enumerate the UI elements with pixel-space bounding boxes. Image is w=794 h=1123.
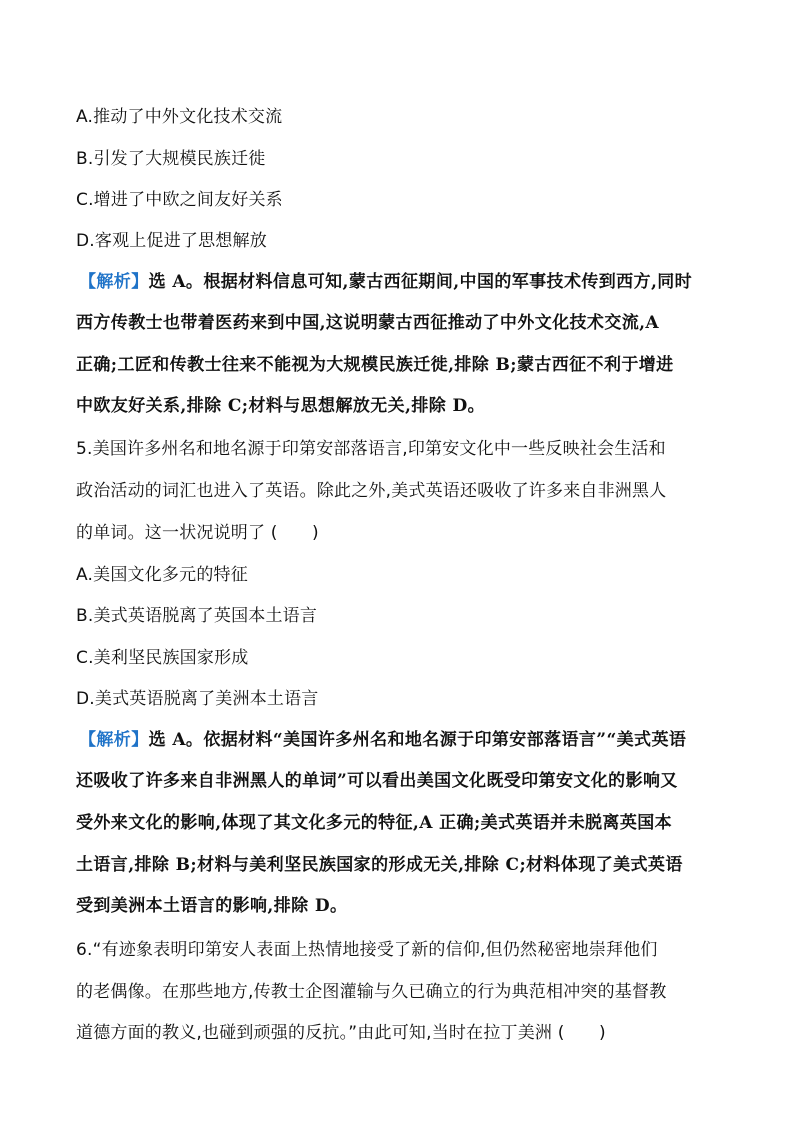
q5-analysis-line-1 [79, 730, 686, 750]
q4-analysis-line-3: 正确;工匠和传教士往来不能视为大规模民族迁徙,排除 B;蒙古西征不利于增进 [76, 355, 674, 375]
q5-option-a: A.美国文化多元的特征 [76, 565, 248, 585]
q5-analysis-line-4: 土语言,排除 B;材料与美利坚民族国家的形成无关,排除 C;材料体现了美式英语 [76, 855, 683, 875]
q6-stem-line-2: 的老偶像。在那些地方,传教士企图灌输与久已确立的行为典范相冲突的基督教 [76, 982, 667, 1002]
q4-analysis-label: 【解析】 [79, 272, 149, 292]
q5-option-b: B.美式英语脱离了英国本土语言 [76, 606, 318, 626]
q4-option-c: C.增进了中欧之间友好关系 [76, 190, 283, 210]
q4-analysis-line-2: 西方传教士也带着医药来到中国,这说明蒙古西征推动了中外文化技术交流,A [76, 313, 660, 333]
q5-analysis-text: 选 A。依据材料“美国许多州名和地名源于印第安部落语言”“美式英语 [148, 730, 687, 750]
q4-analysis-line-4: 中欧友好关系,排除 C;材料与思想解放无关,排除 D。 [76, 396, 486, 416]
q4-option-b: B.引发了大规模民族迁徙 [76, 149, 266, 169]
q5-stem-line-2: 政治活动的词汇也进入了英语。除此之外,美式英语还吸收了许多来自非洲黑人 [76, 481, 667, 501]
q4-analysis-text: 选 A。根据材料信息可知,蒙古西征期间,中国的军事技术传到西方,同时 [148, 272, 693, 292]
q5-option-d: D.美式英语脱离了美洲本土语言 [76, 689, 319, 709]
q6-stem-line-1: 6.“有迹象表明印第安人表面上热情地接受了新的信仰,但仍然秘密地崇拜他们 [76, 940, 658, 960]
q5-analysis-line-3: 受外来文化的影响,体现了其文化多元的特征,A 正确;美式英语并未脱离英国本 [76, 813, 673, 833]
q5-option-c: C.美利坚民族国家形成 [76, 648, 249, 668]
q6-stem-line-3: 道德方面的教义,也碰到顽强的反抗。”由此可知,当时在拉丁美洲 ( ) [76, 1023, 606, 1043]
q5-analysis-line-2: 还吸收了许多来自非洲黑人的单词”可以看出美国文化既受印第安文化的影响又 [76, 771, 678, 791]
q4-analysis-line-1 [79, 272, 692, 292]
q5-stem-line-1: 5.美国许多州名和地名源于印第安部落语言,印第安文化中一些反映社会生活和 [76, 439, 666, 459]
q4-option-d: D.客观上促进了思想解放 [76, 231, 267, 251]
q4-option-a: A.推动了中外文化技术交流 [76, 107, 283, 127]
q5-stem-line-3: 的单词。这一状况说明了 ( ) [76, 523, 319, 543]
q5-analysis-label: 【解析】 [79, 730, 149, 750]
q5-analysis-line-5: 受到美洲本土语言的影响,排除 D。 [76, 896, 348, 916]
